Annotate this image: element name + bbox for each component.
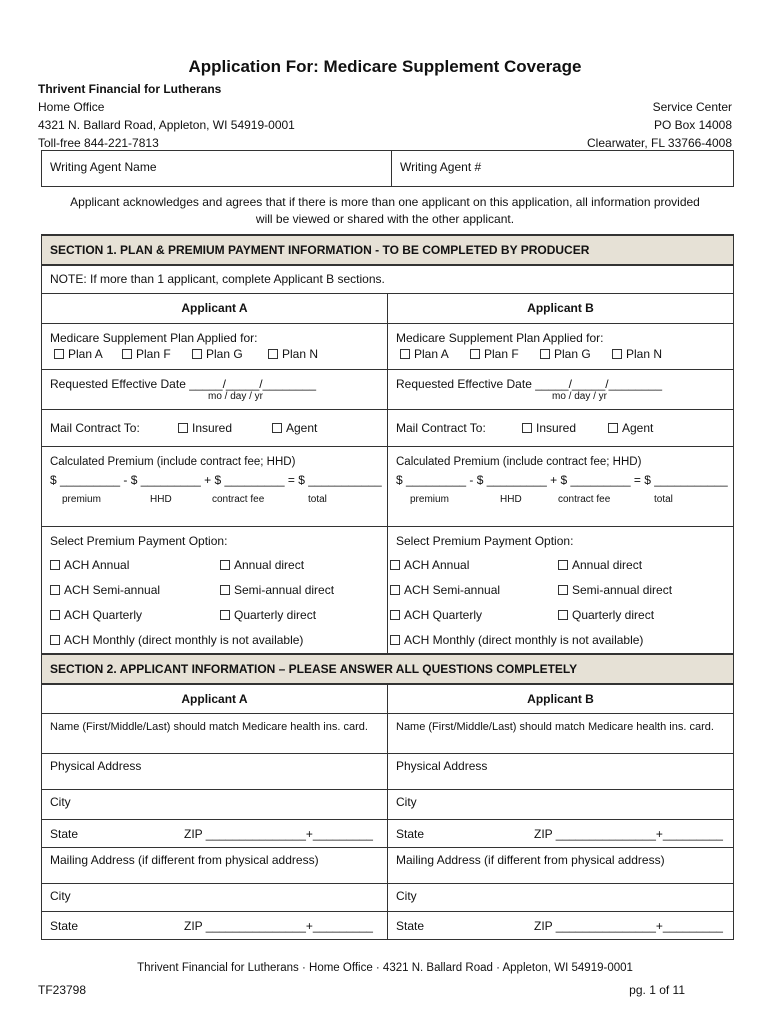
section2-header: SECTION 2. APPLICANT INFORMATION – PLEASE ANSWER ALL QUESTIONS COMPLETELY [42,654,734,684]
premium-label-b: Calculated Premium (include contract fee; HHD) [396,455,642,468]
payment-cell-b [388,526,734,654]
semiannual-direct-checkbox-b[interactable]: Semi-annual direct [558,578,672,603]
effective-date-field-a[interactable] [42,369,388,409]
service-center-label: Service Center [652,100,732,114]
ach-semiannual-checkbox-b[interactable]: ACH Semi-annual [390,578,558,603]
plan-a-checkbox-a[interactable]: Plan A [54,346,122,362]
mailing-address-field-a[interactable] [42,848,388,884]
payment-label-a: Select Premium Payment Option: [50,533,228,548]
name-label-a: Name (First/Middle/Last) should match Medicare health ins. card. [50,721,368,733]
form-id: TF23798 [38,983,87,997]
premium-part-fee-a: contract fee [212,493,265,505]
acknowledgement-line-2: will be viewed or shared with the other applicant. [255,212,515,226]
physical-address-label-b: Physical Address [396,759,488,773]
ach-monthly-checkbox-a[interactable]: ACH Monthly (direct monthly is not available) [50,628,303,653]
service-center-info [587,98,732,152]
mail-agent-checkbox-a[interactable]: Agent [272,421,317,435]
name-field-b[interactable] [388,714,734,754]
ach-semiannual-checkbox-a[interactable]: ACH Semi-annual [50,578,220,603]
service-city: Clearwater, FL 33766-4008 [587,136,732,150]
state-zip-field-b[interactable] [388,820,734,848]
premium-part-premium-b: premium [410,493,449,505]
mailing-zip-label-a: ZIP _______________+_________ [184,918,373,933]
mail-insured-checkbox-b[interactable]: Insured [522,421,608,435]
section1-table [41,234,734,940]
payment-cell-a [42,526,388,654]
effective-date-label-a: Requested Effective Date _____/_____/________ [50,376,316,391]
writing-agent-name-label: Writing Agent Name [50,160,157,174]
section1-note: NOTE: If more than 1 applicant, complete Applicant B sections. [42,265,734,293]
mailing-state-zip-field-b[interactable] [388,912,734,940]
mail-contract-cell-b [388,409,734,446]
footer-address: Thrivent Financial for Lutherans · Home Office · 4321 N. Ballard Road · Appleton, WI 54919-0001 [137,962,633,974]
city-label-b: City [396,795,417,809]
ach-monthly-checkbox-b[interactable]: ACH Monthly (direct monthly is not available) [390,628,643,653]
writing-agent-name-field[interactable] [42,151,392,187]
mailing-city-field-b[interactable] [388,884,734,912]
premium-part-hhd-a: HHD [150,493,172,505]
premium-part-total-b: total [654,493,673,505]
office-label: Home Office [38,100,105,114]
mailing-state-label-b: State [396,918,425,933]
acknowledgement-line-1: Applicant acknowledges and agrees that if there is more than one applicant on this application, all information provided [70,195,700,209]
plan-g-checkbox-a[interactable]: Plan G [192,346,268,362]
section2-applicant-b-header: Applicant B [388,684,734,714]
mailing-city-field-a[interactable] [42,884,388,912]
city-field-a[interactable] [42,790,388,820]
agent-table [41,150,734,187]
premium-label-a: Calculated Premium (include contract fee; HHD) [50,455,296,468]
plan-cell-b [388,323,734,369]
zip-label-b: ZIP _______________+_________ [534,826,723,841]
ach-annual-checkbox-a[interactable]: ACH Annual [50,553,220,578]
city-label-a: City [50,795,71,809]
date-hint-a: mo / day / yr [208,390,264,402]
ach-quarterly-checkbox-b[interactable]: ACH Quarterly [390,603,558,628]
section1-header: SECTION 1. PLAN & PREMIUM PAYMENT INFORMATION - TO BE COMPLETED BY PRODUCER [42,235,734,265]
mailing-city-label-b: City [396,889,417,903]
annual-direct-checkbox-a[interactable]: Annual direct [220,553,304,578]
section2-applicant-a-header: Applicant A [42,684,388,714]
mail-contract-label-a: Mail Contract To: [50,420,140,435]
mailing-address-label-b: Mailing Address (if different from physical address) [396,853,665,867]
annual-direct-checkbox-b[interactable]: Annual direct [558,553,642,578]
plan-label-a: Medicare Supplement Plan Applied for: [50,330,258,345]
section1-applicant-b-header: Applicant B [388,293,734,323]
premium-cell-b[interactable] [388,446,734,526]
mailing-city-label-a: City [50,889,71,903]
writing-agent-number-field[interactable] [392,151,734,187]
name-label-b: Name (First/Middle/Last) should match Medicare health ins. card. [396,721,714,733]
plan-a-checkbox-b[interactable]: Plan A [400,346,470,362]
company-name: Thrivent Financial for Lutherans [38,82,222,96]
effective-date-label-b: Requested Effective Date _____/_____/________ [396,376,662,391]
premium-part-hhd-b: HHD [500,493,522,505]
plan-n-checkbox-a[interactable]: Plan N [268,346,318,362]
semiannual-direct-checkbox-a[interactable]: Semi-annual direct [220,578,334,603]
zip-label-a: ZIP _______________+_________ [184,826,373,841]
city-field-b[interactable] [388,790,734,820]
premium-cell-a[interactable] [42,446,388,526]
payment-label-b: Select Premium Payment Option: [396,533,574,548]
effective-date-field-b[interactable] [388,369,734,409]
premium-part-total-a: total [308,493,327,505]
quarterly-direct-checkbox-b[interactable]: Quarterly direct [558,603,654,628]
physical-address-field-b[interactable] [388,754,734,790]
service-po-box: PO Box 14008 [653,118,732,132]
mail-insured-checkbox-a[interactable]: Insured [178,421,272,435]
company-info [38,80,295,152]
mailing-address-field-b[interactable] [388,848,734,884]
state-label-a: State [50,826,79,841]
ach-quarterly-checkbox-a[interactable]: ACH Quarterly [50,603,220,628]
premium-part-premium-a: premium [62,493,101,505]
name-field-a[interactable] [42,714,388,754]
mail-contract-label-b: Mail Contract To: [396,420,486,435]
physical-address-field-a[interactable] [42,754,388,790]
ach-annual-checkbox-b[interactable]: ACH Annual [390,553,558,578]
plan-cell-a [42,323,388,369]
mailing-address-label-a: Mailing Address (if different from physical address) [50,853,319,867]
acknowledgement [0,194,770,228]
plan-f-checkbox-b[interactable]: Plan F [470,346,540,362]
mail-agent-checkbox-b[interactable]: Agent [608,421,653,435]
tollfree-number: Toll-free 844-221-7813 [38,136,159,150]
section1-applicant-a-header: Applicant A [42,293,388,323]
writing-agent-number-label: Writing Agent # [400,160,482,174]
page-number: pg. 1 of 11 [629,983,685,997]
mailing-state-label-a: State [50,918,79,933]
date-hint-b: mo / day / yr [552,390,608,402]
plan-label-b: Medicare Supplement Plan Applied for: [396,330,604,345]
quarterly-direct-checkbox-a[interactable]: Quarterly direct [220,603,316,628]
state-zip-field-a[interactable] [42,820,388,848]
state-label-b: State [396,826,425,841]
plan-f-checkbox-a[interactable]: Plan F [122,346,192,362]
physical-address-label-a: Physical Address [50,759,142,773]
premium-line-a: $ _________ - $ _________ + $ _________ = $ ___________ [50,472,382,487]
office-address: 4321 N. Ballard Road, Appleton, WI 54919-0001 [38,118,295,132]
premium-part-fee-b: contract fee [558,493,611,505]
plan-n-checkbox-b[interactable]: Plan N [612,346,662,362]
mailing-zip-label-b: ZIP _______________+_________ [534,918,723,933]
plan-g-checkbox-b[interactable]: Plan G [540,346,612,362]
mailing-state-zip-field-a[interactable] [42,912,388,940]
page-title: Application For: Medicare Supplement Coverage [188,57,582,76]
premium-line-b: $ _________ - $ _________ + $ _________ = $ ___________ [396,472,728,487]
mail-contract-cell-a [42,409,388,446]
